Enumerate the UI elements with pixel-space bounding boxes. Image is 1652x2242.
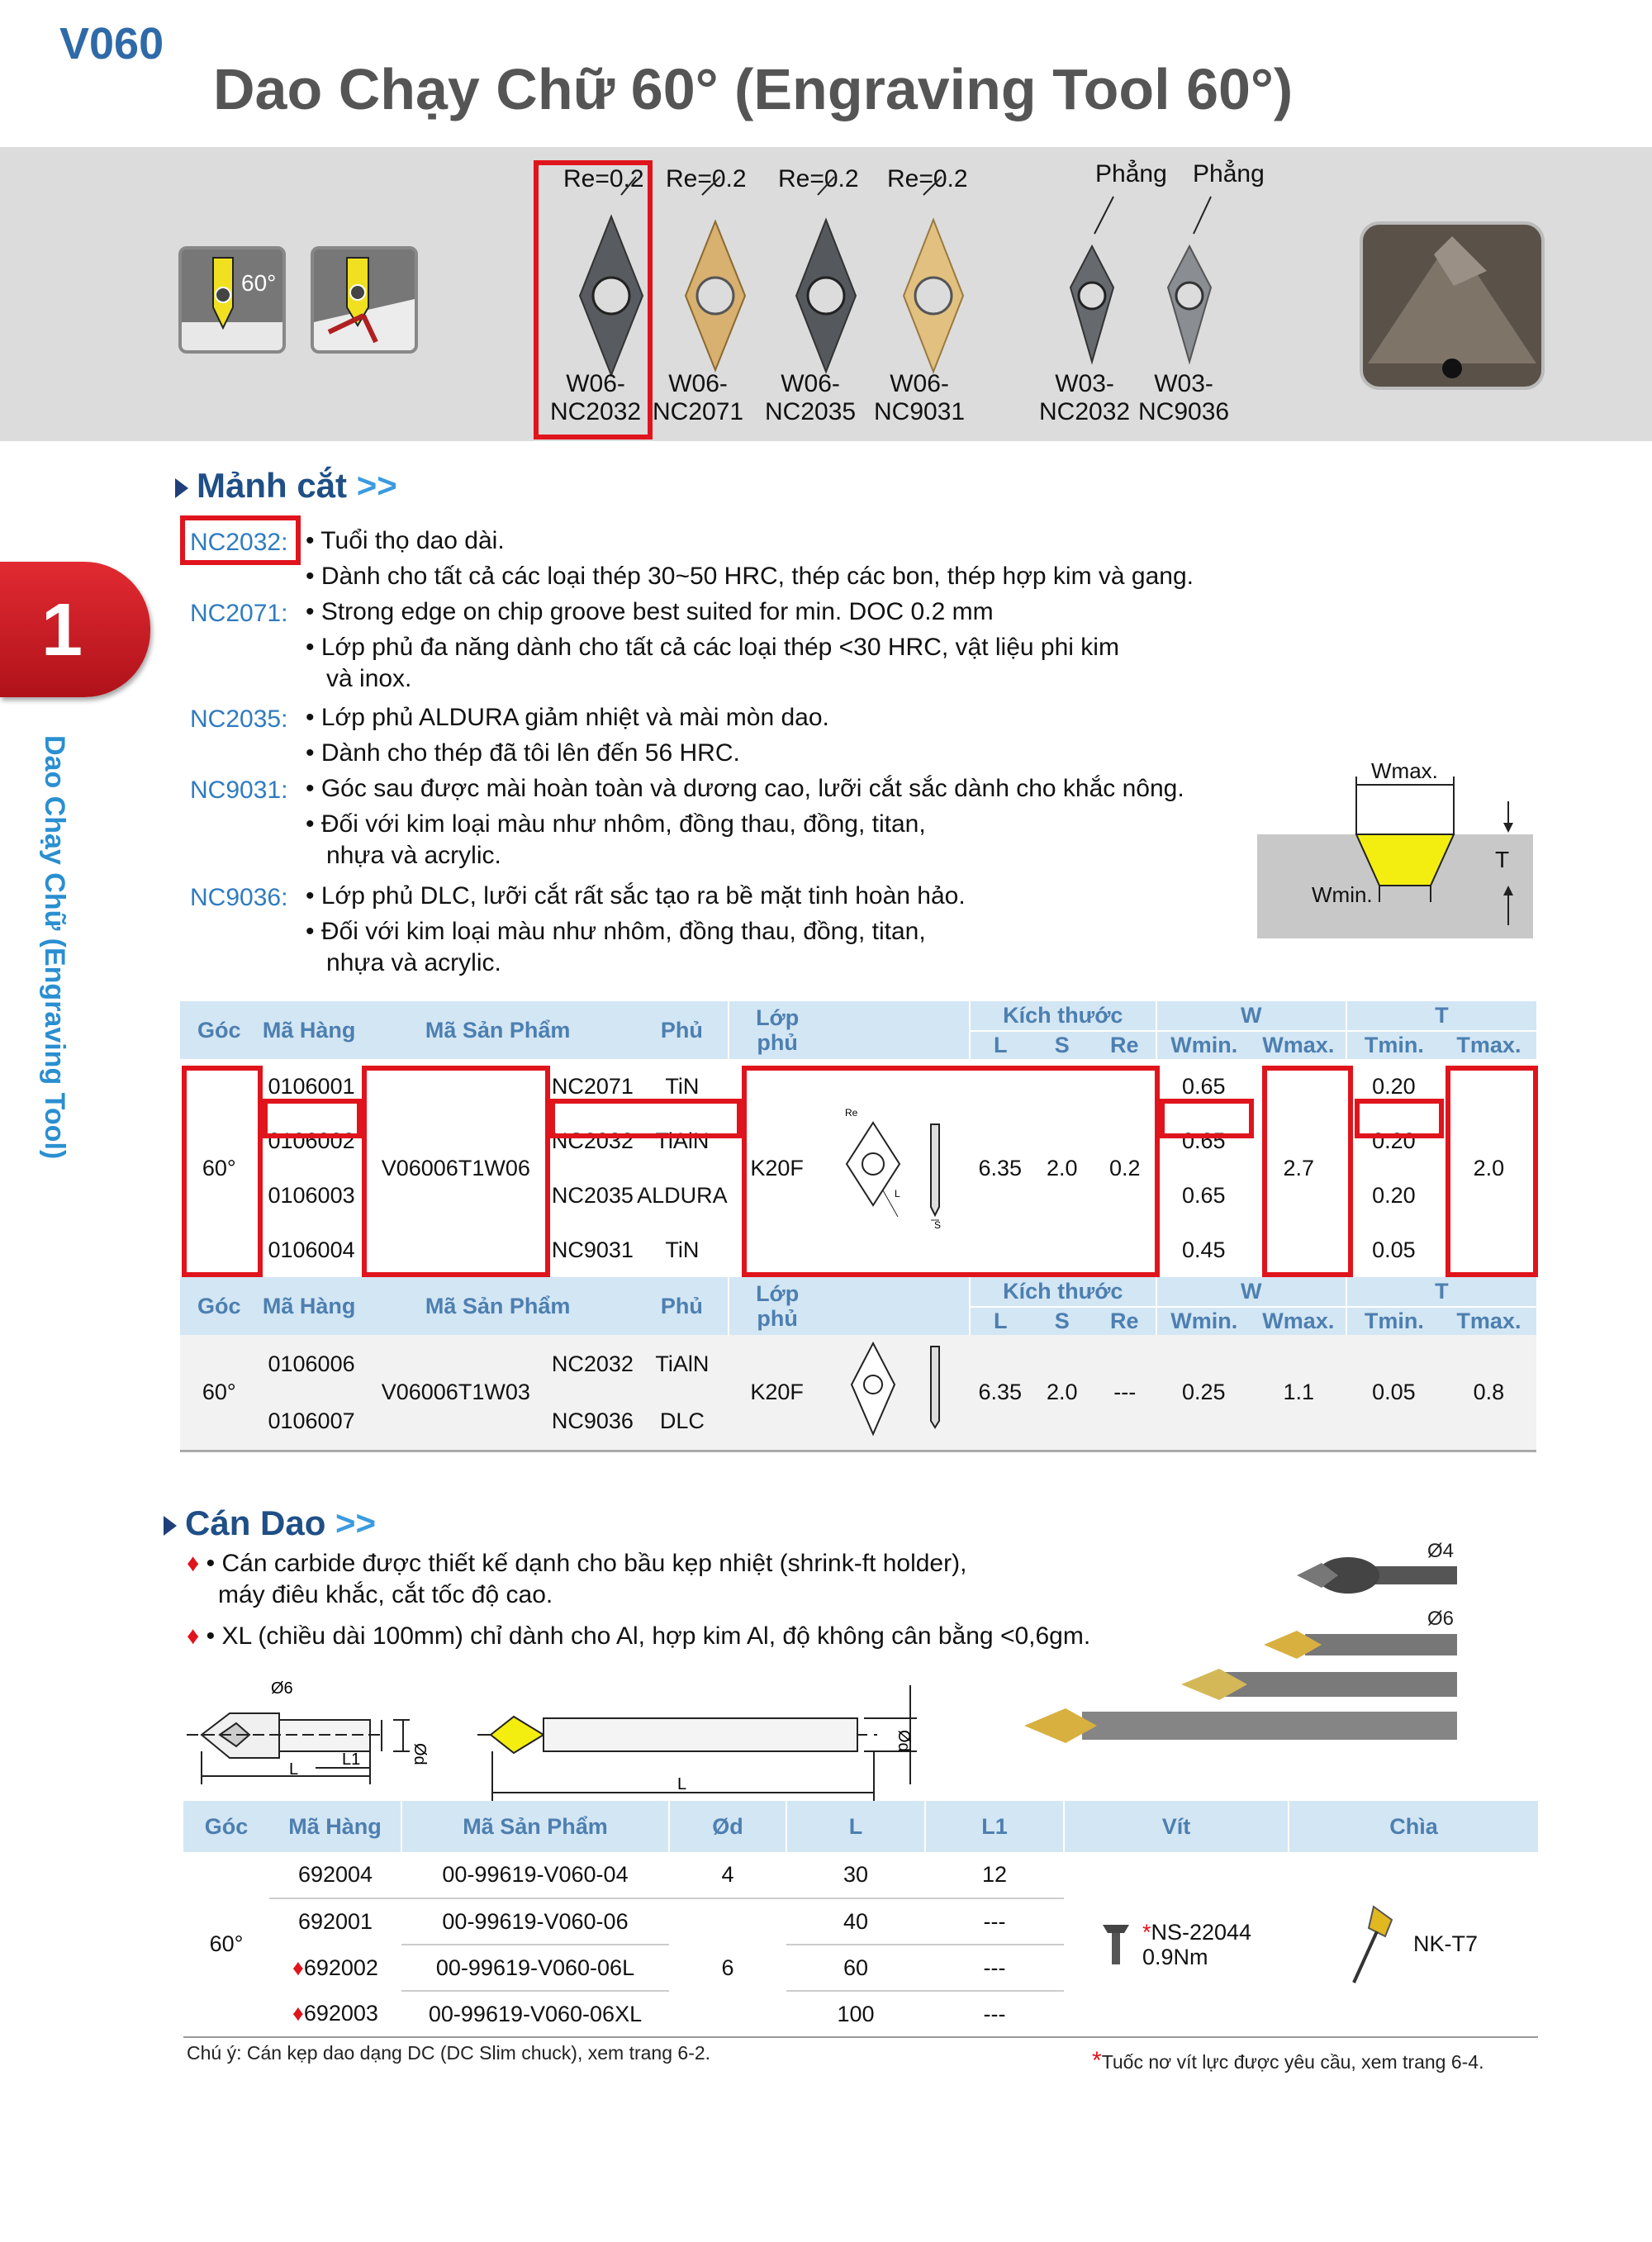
cell-coat: TiAlN	[655, 1128, 710, 1153]
cell-tmin: 0.05	[1372, 1380, 1416, 1404]
cell-od: 4	[721, 1862, 734, 1887]
cell-product: 00-99619-V060-04	[442, 1862, 629, 1887]
cell-l: 100	[837, 2001, 875, 2026]
insert-shape-4	[904, 220, 963, 372]
t-label: T	[1495, 847, 1510, 872]
cell-re: 0.2	[1108, 1155, 1141, 1180]
grade-desc-nc9031: • Góc sau được mài hoàn toàn và dương cao, lưỡi cắt sắc dành cho khắc nông. • Đối với kim loại màu như nhôm, đồng thau, đồng, titan, nhựa và acrylic.	[306, 775, 1184, 869]
cell-re: ---	[1113, 1380, 1137, 1404]
cell-code: 0106006	[268, 1351, 355, 1376]
highlight-wmax	[1262, 1066, 1353, 1277]
cell-product: V06006T1W03	[381, 1380, 530, 1404]
cell-od: 6	[669, 1898, 786, 2037]
highlight-grade-nc2032	[180, 515, 301, 565]
drawing-l-label-2: L	[677, 1775, 687, 1793]
cell-coat: TiN	[665, 1073, 700, 1099]
th-ma-hang: Mã Hàng	[258, 1001, 359, 1059]
cell-tmin: 0.20	[1372, 1073, 1416, 1099]
th-ma-hang-2: Mã Hàng	[258, 1277, 359, 1335]
holder-photo-6xl	[1024, 1708, 1457, 1743]
holder-bullet-2: ♦ • XL (chiều dài 100mm) chỉ dành cho Al, hợp kim Al, độ không cân bằng <0,6gm.	[187, 1622, 1091, 1650]
inserts-section-title: Mảnh cắt >>	[175, 466, 397, 506]
cell-s: 2.0	[1046, 1155, 1078, 1180]
screw-torque: 0.9Nm	[1142, 1944, 1208, 1969]
key-code: NK-T7	[1412, 1931, 1478, 1956]
chapter-side-label: Dao Chạy Chữ (Engraving Tool)	[39, 735, 70, 1160]
th-lop-phu-2: Lớp phủ	[729, 1277, 825, 1335]
insert-1-re: Re=0.2	[563, 165, 644, 192]
cell-code: 0106007	[268, 1408, 355, 1434]
cell-grade: NC9036	[551, 1408, 634, 1434]
grade-code-nc2071: NC2071:	[190, 600, 288, 627]
cell-s: 2.0	[1046, 1380, 1078, 1404]
grade-desc-nc9036: • Lớp phủ DLC, lưỡi cắt rất sắc tạo ra bề mặt tinh hoàn hảo. • Đối với kim loại màu như nhôm, đồng thau, đồng, titan, nhựa và acrylic.	[306, 882, 966, 976]
holder-section-title: Cán Dao >>	[164, 1503, 376, 1543]
cell-coat: TiAlN	[655, 1351, 710, 1376]
cell-wmin: 0.65	[1182, 1073, 1226, 1099]
fig-l-label: L	[894, 1187, 900, 1199]
highlight-angle	[182, 1066, 263, 1277]
th2-ma-san-pham: Mã Sản Phẩm	[401, 1801, 669, 1852]
th-tmax: Tmax.	[1441, 1031, 1536, 1059]
cell-l: 30	[843, 1862, 869, 1887]
diamond-icon: ♦	[187, 1622, 200, 1650]
grade-code-nc2035: NC2035:	[190, 705, 288, 733]
page-code: V060	[59, 19, 164, 69]
th-re-2: Re	[1094, 1307, 1156, 1335]
cell-tmin: 0.20	[1372, 1128, 1416, 1153]
cell-angle: 60°	[202, 1155, 236, 1180]
cell-grade: NC2035	[551, 1182, 634, 1208]
page-title: Dao Chạy Chữ 60° (Engraving Tool 60°)	[213, 57, 1294, 121]
cell-grade: NC2032	[551, 1128, 634, 1153]
grade-desc-nc2032: • Tuổi thọ dao dài. • Dành cho tất cả các loại thép 30~50 HRC, thép các bon, thép hợp kim và gang.	[306, 527, 1194, 590]
wmin-label: Wmin.	[1312, 882, 1373, 907]
holder-photos	[1024, 1545, 1462, 1756]
insert-2-re: Re=0.2	[666, 165, 747, 192]
cell-wmin: 0.65	[1182, 1128, 1226, 1153]
cell-code: 0106001	[268, 1073, 355, 1099]
wmax-label: Wmax.	[1371, 760, 1438, 783]
grade-code-nc9036: NC9036:	[190, 884, 288, 911]
fig-s-label: S	[933, 1218, 941, 1231]
cell-l: 40	[786, 1898, 925, 1945]
cell-wmin: 0.45	[1182, 1237, 1226, 1262]
holder-bullet-1: ♦ • Cán carbide được thiết kế dạnh cho bầu kẹp nhiệt (shrink-ft holder), máy điêu khắc, cắt tốc độ cao.	[187, 1550, 967, 1608]
insert-3-label: W06- NC2035	[765, 370, 857, 425]
th2-od: Ød	[669, 1801, 786, 1852]
cell-substrate: K20F	[750, 1380, 804, 1404]
cell-coat: TiN	[665, 1237, 700, 1262]
cell-grade: NC9031	[551, 1237, 634, 1262]
th-tmin: Tmin.	[1346, 1031, 1441, 1059]
th-t-2: T	[1346, 1277, 1536, 1307]
cell-wmin: 0.65	[1182, 1182, 1226, 1208]
key-icon	[1349, 1903, 1398, 1986]
highlight-tmax	[1446, 1066, 1538, 1277]
cell-code: ♦692003	[292, 2001, 378, 2026]
cell-product: 00-99619-V060-06L	[401, 1945, 669, 1991]
drawing-l1-label: L1	[342, 1750, 361, 1769]
screw-star: *	[1142, 1919, 1151, 1945]
drawing-od-label: Ød	[411, 1743, 429, 1765]
th-kich-thuoc-2: Kích thước	[970, 1277, 1156, 1307]
cell-code: 692004	[297, 1862, 373, 1887]
cell-tmin: 0.05	[1372, 1237, 1416, 1262]
insert-5-flat: Phẳng	[1095, 160, 1167, 188]
th-wmax: Wmax.	[1251, 1031, 1346, 1059]
th-kich-thuoc: Kích thước	[970, 1001, 1156, 1031]
cell-code: 0106003	[268, 1182, 355, 1208]
cell-l1: ---	[925, 1898, 1064, 1945]
section-bullet-icon	[164, 1516, 177, 1536]
cell-figure	[825, 1335, 970, 1451]
th2-chia: Chìa	[1289, 1801, 1538, 1852]
holder-drawing	[187, 1669, 930, 1809]
insert-shape-6	[1168, 246, 1211, 362]
insert-5-label: W03- NC2032	[1039, 370, 1131, 425]
th2-l1: L1	[925, 1801, 1064, 1852]
highlight-insert-nc2032	[534, 160, 653, 439]
insert-shape-5	[1070, 246, 1113, 362]
highlight-product	[362, 1066, 550, 1277]
holder-table	[183, 1801, 1538, 2038]
insert-shape-3	[796, 220, 856, 372]
th2-goc: Góc	[183, 1801, 269, 1852]
grade-code-nc2032: NC2032:	[190, 529, 288, 556]
insert-1-label: W06- NC2032	[550, 370, 642, 425]
cell-wmax: 1.1	[1283, 1380, 1315, 1404]
cell-wmin: 0.25	[1182, 1380, 1226, 1404]
cell-code: 0106004	[268, 1237, 355, 1262]
insert-4-re: Re=0.2	[887, 165, 968, 192]
th-goc: Góc	[180, 1001, 258, 1059]
cell-coat: ALDURA	[637, 1182, 728, 1208]
tool-photo	[1361, 223, 1543, 388]
footer-note-right: *Tuốc nơ vít lực được yêu cầu, xem trang 6-4.	[1092, 2047, 1484, 2074]
highlight-tmin	[1355, 1099, 1444, 1138]
th-figure-2	[825, 1277, 970, 1335]
cell-wmax: 2.7	[1283, 1155, 1315, 1180]
cell-coat: DLC	[659, 1408, 705, 1434]
th-figure	[825, 1001, 970, 1059]
th-goc-2: Góc	[180, 1277, 258, 1335]
groove-diagram	[1247, 760, 1536, 942]
cell-code: 692001	[297, 1909, 373, 1934]
diamond-icon: ♦	[187, 1550, 200, 1577]
insert-6-label: W03- NC9036	[1138, 370, 1230, 425]
th-s-2: S	[1031, 1307, 1094, 1335]
cell-key	[1289, 1852, 1538, 2037]
insert-shape-2	[686, 221, 745, 370]
insert-6-flat: Phẳng	[1193, 160, 1265, 188]
th-l: L	[970, 1031, 1031, 1059]
insert-2-label: W06- NC2071	[653, 370, 744, 425]
screw-icon	[1101, 1920, 1131, 1969]
grade-code-nc9031: NC9031:	[190, 777, 288, 804]
highlight-wmin	[1160, 1099, 1254, 1138]
th-wmax-2: Wmax.	[1251, 1307, 1346, 1335]
th2-ma-hang: Mã Hàng	[269, 1801, 401, 1852]
drawing-d6-label: Ø6	[271, 1679, 293, 1698]
highlight-code	[263, 1099, 362, 1138]
th-tmin-2: Tmin.	[1346, 1307, 1441, 1335]
th-ma-san-pham: Mã Sản Phẩm	[360, 1001, 636, 1059]
th-wmin: Wmin.	[1156, 1031, 1251, 1059]
cell-product: V06006T1W06	[381, 1155, 530, 1180]
cell-angle: 60°	[183, 1852, 269, 2037]
th-lop-phu: Lớp phủ	[729, 1001, 825, 1059]
th-t: T	[1346, 1001, 1536, 1031]
screw-code: NS-22044	[1151, 1919, 1252, 1945]
chapter-number: 1	[41, 589, 83, 672]
highlight-grade-coat	[550, 1099, 742, 1138]
holder-photo-4	[1297, 1557, 1457, 1594]
cell-product: 00-99619-V060-06XL	[428, 2001, 643, 2026]
footer-note-left: Chú ý: Cán kẹp dao dạng DC (DC Slim chuck), xem trang 6-2.	[187, 2042, 711, 2064]
cell-tmin: 0.20	[1372, 1182, 1416, 1208]
th2-l: L	[786, 1801, 925, 1852]
insert-4-label: W06- NC9031	[874, 370, 966, 425]
cell-l: 6.35	[978, 1155, 1023, 1180]
cell-tmax: 0.8	[1473, 1380, 1505, 1404]
th-ma-san-pham-2: Mã Sản Phẩm	[360, 1277, 636, 1335]
th-tmax-2: Tmax.	[1441, 1307, 1536, 1335]
th-phu: Phủ	[636, 1001, 729, 1059]
th-w: W	[1156, 1001, 1346, 1031]
th-w-2: W	[1156, 1277, 1346, 1307]
cell-product: 00-99619-V060-06	[401, 1898, 669, 1945]
th-l-2: L	[970, 1307, 1031, 1335]
diam6-label: Ø6	[1427, 1608, 1455, 1630]
cell-substrate: K20F	[750, 1155, 804, 1180]
table-row	[183, 1852, 1538, 1898]
th-s: S	[1031, 1031, 1094, 1059]
cell-screw	[1064, 1852, 1289, 2037]
cell-l: 60	[786, 1945, 925, 1991]
th-phu-2: Phủ	[636, 1277, 729, 1335]
holder-photo-6	[1264, 1631, 1457, 1659]
cell-tmax: 2.0	[1473, 1155, 1505, 1180]
cell-l1: 12	[981, 1862, 1008, 1887]
cell-code: 0106002	[268, 1128, 355, 1153]
insert-3-re: Re=0.2	[778, 165, 859, 192]
cell-grade: NC2032	[551, 1351, 634, 1376]
diam4-label: Ø4	[1427, 1540, 1455, 1562]
cell-l: 6.35	[978, 1380, 1023, 1404]
cell-l1: ---	[983, 2001, 1006, 2026]
angle-label: 60°	[241, 270, 277, 296]
th-re: Re	[1094, 1031, 1156, 1059]
holder-photo-6l	[1181, 1669, 1457, 1700]
fig-re-label: Re	[844, 1106, 857, 1119]
cell-grade: NC2071	[551, 1073, 634, 1099]
cell-angle: 60°	[202, 1380, 236, 1404]
table-row	[180, 1335, 1536, 1393]
grade-desc-nc2071: • Strong edge on chip groove best suited for min. DOC 0.2 mm • Lớp phủ đa năng dành cho tất cả các loại thép <30 HRC, vật liệu phi kim và inox.	[306, 598, 1119, 692]
section-bullet-icon	[175, 478, 188, 498]
drawing-l-label: L	[289, 1760, 299, 1779]
insert-w03-figure	[832, 1335, 964, 1444]
th2-vit: Vít	[1064, 1801, 1289, 1852]
cell-code: ♦692002	[292, 1955, 378, 1980]
highlight-dims	[742, 1066, 1160, 1277]
grade-desc-nc2035: • Lớp phủ ALDURA giảm nhiệt và mài mòn dao. • Dành cho thép đã tôi lên đến 56 HRC.	[306, 704, 829, 767]
drawing-od-label-2: Ød	[895, 1730, 913, 1752]
th-wmin-2: Wmin.	[1156, 1307, 1251, 1335]
cell-l1: ---	[925, 1945, 1064, 1991]
